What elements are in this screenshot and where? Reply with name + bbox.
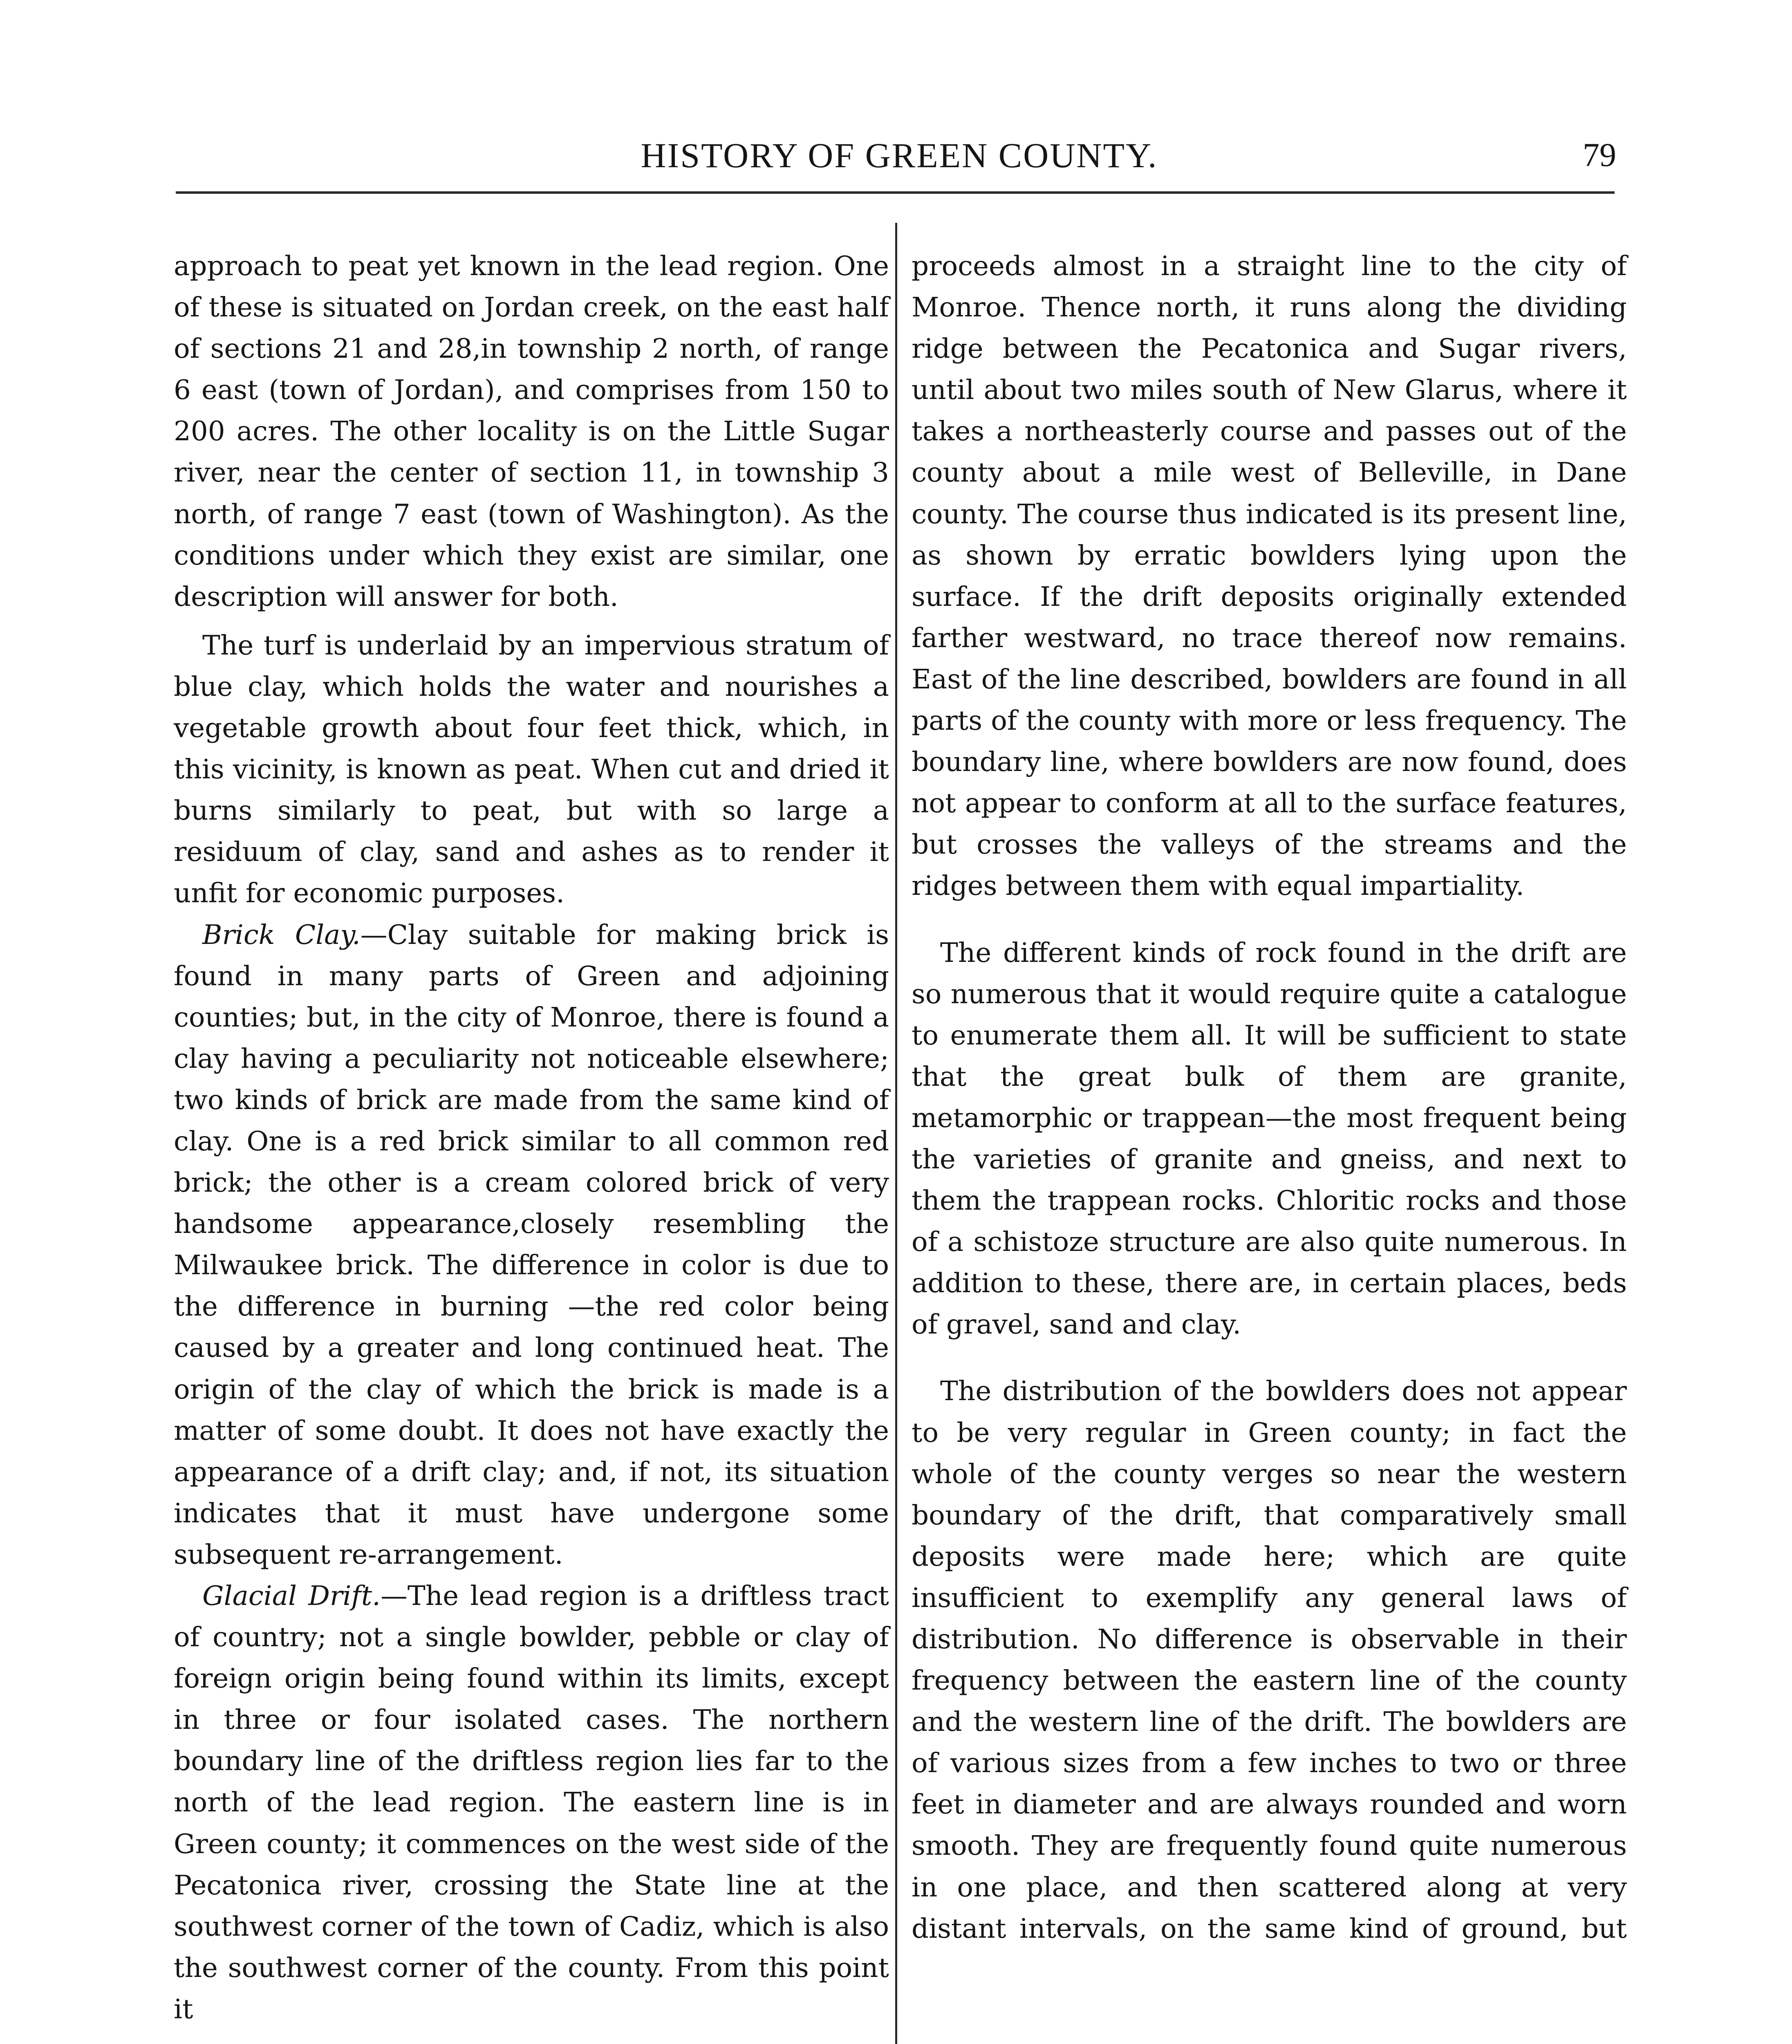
header-rule <box>176 191 1615 194</box>
running-head-title: HISTORY OF GREEN COUNTY. <box>641 136 1158 175</box>
paragraph-glacial-drift <box>174 1575 889 2030</box>
right-column <box>912 245 1627 2044</box>
column-divider <box>895 223 897 2044</box>
section-heading-glacial-drift: Glacial Drift. <box>202 1580 381 1611</box>
paragraph-turf: The turf is underlaid by an impervious stratum of blue clay, which holds the water and nourishes a vegetable growth about four feet thick, which, in this vicinity, is known as peat. When cut and dried it burns similarly to peat, but with so large a residuum of clay, sand and ashes as to render it unfit for economic purposes. <box>174 629 889 909</box>
paragraph-drift-boundary: proceeds almost in a straight line to the city of Monroe. Thence north, it runs along the dividing ridge between the Pecatonica and Sugar rivers, until about two miles south of New Glarus, where it takes a northeasterly course and passes out of the county about a mile west of Belleville, in Dane county. The course thus indicated is its present line, as shown by erratic bowlders lying upon the surface. If the drift deposits originally extended farther westward, no trace thereof now remains. East of the line described, bowlders are found in all parts of the county with more or less frequency. The boundary line, where bowlders are now found, does not appear to conform at all to the surface features, but crosses the valleys of the streams and the ridges between them with equal impartiality. <box>912 250 1627 902</box>
glacial-drift-body: —The lead region is a driftless tract of country; not a single bowlder, pebble or clay of foreign origin being found within its limits, except in three or four isolated cases. The northern boundary line of the driftless region lies far to the north of the lead region. The eastern line is in Green county; it commences on the west side of the Pecatonica river, crossing the State line at the southwest corner of the town of Cadiz, which is also the southwest corner of the county. From this point it <box>174 1580 889 2025</box>
paragraph-brick-clay <box>174 914 889 1576</box>
paragraph-bowlder-distribution: The distribution of the bowlders does not appear to be very regular in Green county; in fact the whole of the county verges so near the western boundary of the drift, that comparatively small deposits were made here; which are quite insufficient to exemplify any general laws of distribution. No difference is observable in their frequency between the eastern line of the county and the western line of the drift. The bowlders are of various sizes from a few inches to two or three feet in diameter and are always rounded and worn smooth. They are frequently found quite numerous in one place, and then scattered along at very distant intervals, on the same kind of ground, but <box>912 1375 1627 1944</box>
brick-clay-body: —Clay suitable for making brick is found in many parts of Green and adjoining counties; but, in the city of Monroe, there is found a clay having a peculiarity not noticeable elsewhere; two kinds of brick are made from the same kind of clay. One is a red brick similar to all common red brick; the other is a cream colored brick of very handsome appearance,closely resembling the Milwaukee brick. The difference in color is due to the difference in burning —the red color being caused by a greater and long continued heat. The origin of the clay of which the brick is made is a matter of some doubt. It does not have exactly the appearance of a drift clay; and, if not, its situation indicates that it must have undergone some subsequent re-arrangement. <box>174 919 889 1570</box>
page-number: 79 <box>1583 136 1616 173</box>
section-heading-brick-clay: Brick Clay. <box>202 919 361 950</box>
paragraph-peat-localities: approach to peat yet known in the lead region. One of these is situated on Jordan creek, on the east half of sections 21 and 28,in township 2 north, of range 6 east (town of Jordan), and comprises from 150 to 200 acres. The other locality is on the Little Sugar river, near the center of section 11, in township 3 north, of range 7 east (town of Washington). As the conditions under which they exist are similar, one description will answer for both. <box>174 250 889 612</box>
paragraph-rock-kinds: The different kinds of rock found in the drift are so numerous that it would require quite a catalogue to enumerate them all. It will be sufficient to state that the great bulk of them are granite, metamorphic or trappean—the most frequent being the varieties of granite and gneiss, and next to them the trappean rocks. Chloritic rocks and those of a schistoze structure are also quite numerous. In addition to these, there are, in certain places, beds of gravel, sand and clay. <box>912 937 1627 1340</box>
left-column <box>174 245 889 2044</box>
